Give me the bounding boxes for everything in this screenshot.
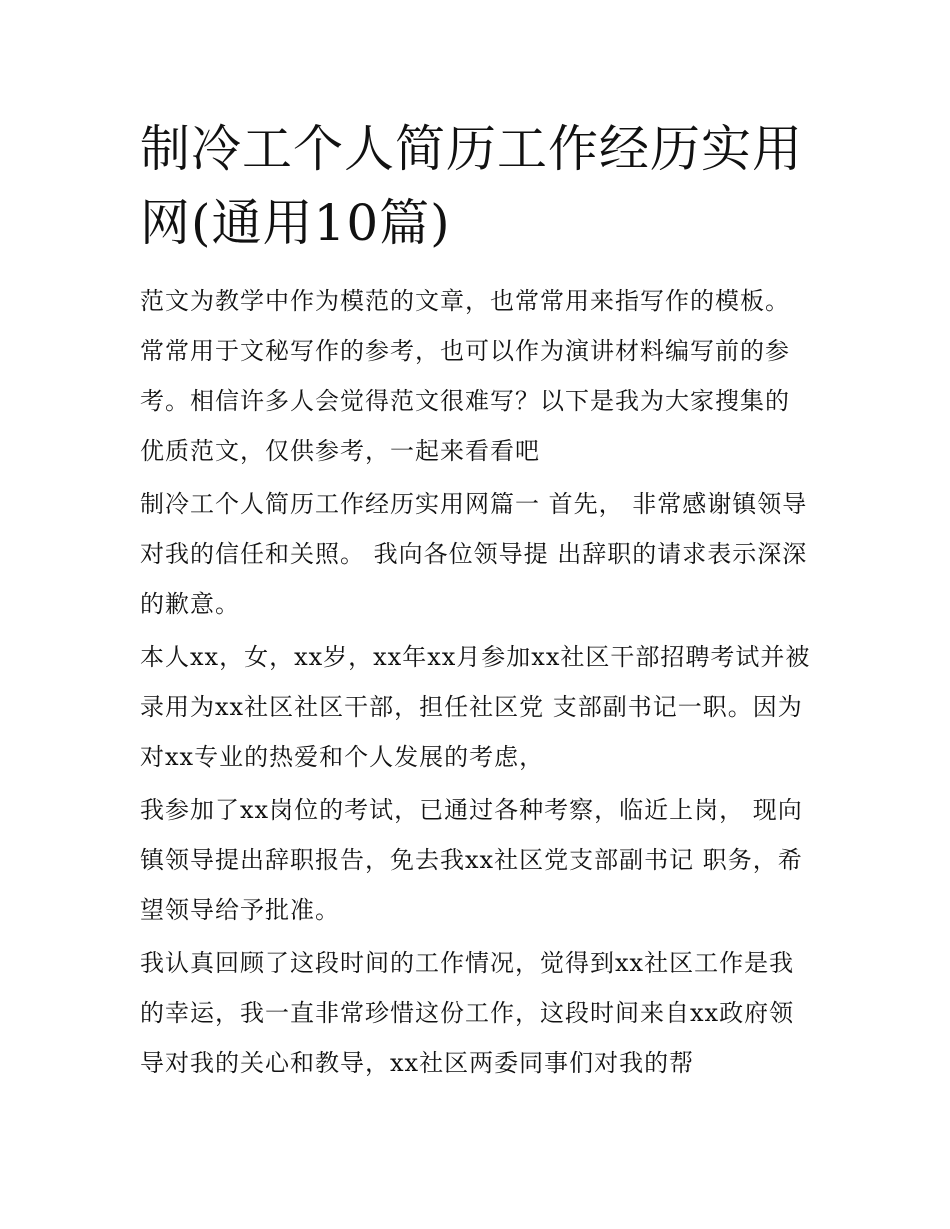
document-body (140, 276, 812, 1088)
paragraph-intro: 范文为教学中作为模范的文章，也常常用来指写作的模板。常常用于文秘写作的参考，也可以作为演讲材料编写前的参考。相信许多人会觉得范文很难写？以下是我为大家搜集的优质范文，仅供参考，一起来看看吧 (140, 287, 790, 465)
paragraph-1: 制冷工个人简历工作经历实用网篇一 首先， 非常感谢镇领导对我的信任和关照。 我向各位领导提 出辞职的请求表示深深的歉意。 (140, 490, 808, 618)
paragraph-4: 我认真回顾了这段时间的工作情况，觉得到xx社区工作是我的幸运，我一直非常珍惜这份工作，这段时间来自xx政府领导对我的关心和教导，xx社区两委同事们对我的帮 (140, 949, 795, 1077)
paragraph-3: 我参加了xx岗位的考试，已通过各种考察，临近上岗， 现向镇领导提出辞职报告，免去我xx社区党支部副书记 职务，希望领导给予批准。 (140, 796, 803, 924)
document-title: 制冷工个人简历工作经历实用网(通用10篇) (140, 120, 803, 252)
paragraph-2: 本人xx，女，xx岁，xx年xx月参加xx社区干部招聘考试并被录用为xx社区社区干部，担任社区党 支部副书记一职。因为对xx专业的热爱和个人发展的考虑， (140, 643, 811, 771)
